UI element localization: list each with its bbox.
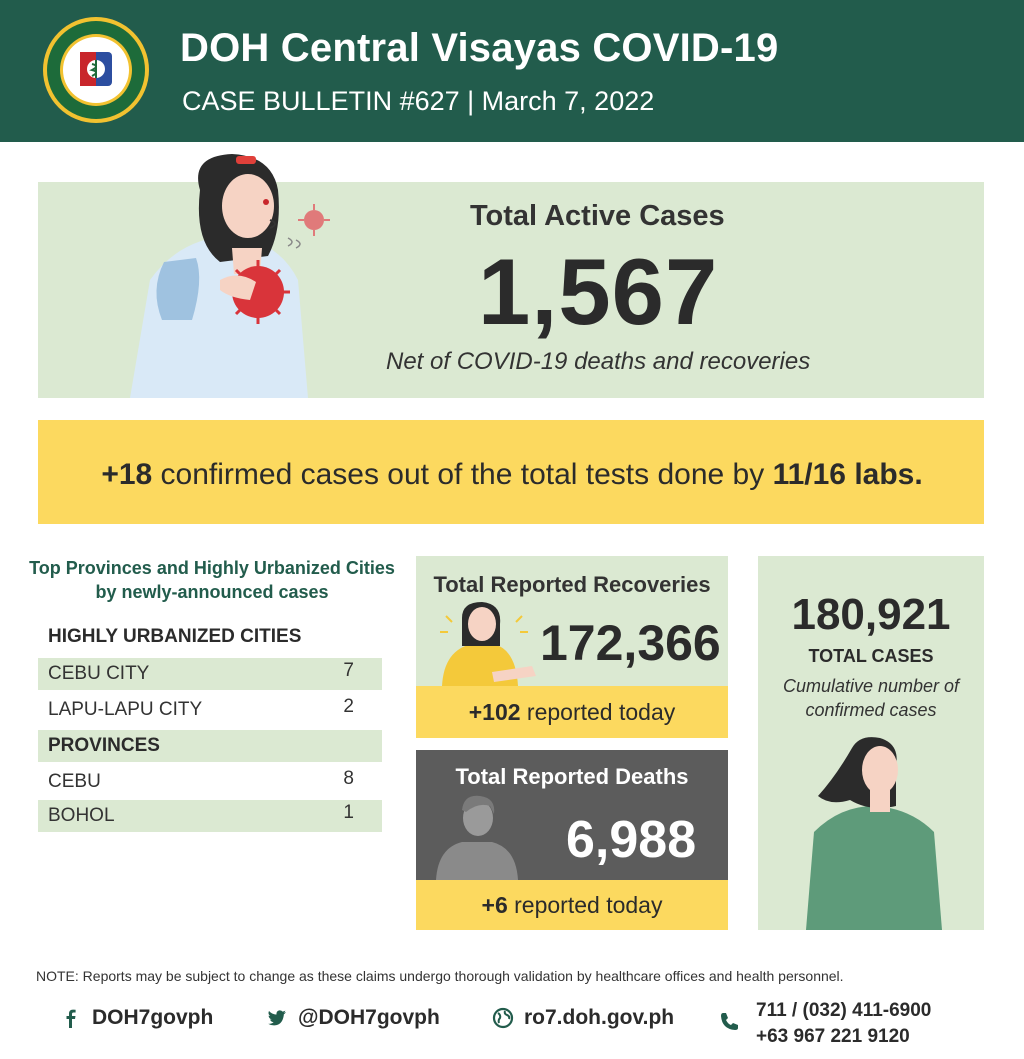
recoveries-label: Total Reported Recoveries <box>433 572 711 597</box>
header-banner <box>0 0 1024 142</box>
globe-icon <box>492 1007 514 1029</box>
location-count: 2 <box>343 696 354 717</box>
location-name: CEBU <box>48 771 101 792</box>
facebook-handle: DOH7govph <box>92 1006 214 1029</box>
labs-summary-text: confirmed cases out of the total tests done by <box>152 458 773 491</box>
deaths-today-text: reported today <box>507 892 663 918</box>
twitter-link[interactable] <box>266 1006 440 1030</box>
website-link[interactable] <box>492 1006 674 1030</box>
facebook-link[interactable] <box>60 1006 213 1030</box>
doh-seal-logo <box>42 16 150 124</box>
location-count: 8 <box>343 768 354 789</box>
bulletin-subtitle: CASE BULLETIN #627 | March 7, 2022 <box>182 86 655 116</box>
location-name: LAPU-LAPU CITY <box>48 699 203 720</box>
total-cases-label: TOTAL CASES <box>808 646 934 666</box>
phone-number-1: 711 / (032) 411-6900 <box>756 1000 932 1021</box>
labs-summary <box>0 458 1024 492</box>
list-item <box>38 658 382 690</box>
standing-woman-illustration <box>800 736 950 930</box>
location-count: 1 <box>343 802 354 823</box>
recovered-woman-illustration <box>432 602 544 686</box>
list-item <box>38 694 382 726</box>
top-locations-title-line2: by newly-announced cases <box>95 582 329 602</box>
deaths-value: 6,988 <box>566 811 697 869</box>
twitter-handle: @DOH7govph <box>298 1006 440 1029</box>
provinces-header: PROVINCES <box>48 735 160 756</box>
deaths-today-count: +6 <box>481 892 508 918</box>
location-name: CEBU CITY <box>48 663 150 684</box>
top-locations-title-line1: Top Provinces and Highly Urbanized Cities <box>29 558 395 578</box>
recoveries-today-text: reported today <box>520 699 676 725</box>
list-item <box>38 766 382 798</box>
facebook-icon <box>60 1007 82 1029</box>
total-cases-value: 180,921 <box>791 590 951 639</box>
coughing-woman-illustration <box>120 150 350 398</box>
twitter-icon <box>266 1007 288 1029</box>
total-cases-note: Cumulative number of confirmed cases <box>782 676 960 720</box>
recoveries-value: 172,366 <box>540 615 721 671</box>
deaths-label: Total Reported Deaths <box>455 764 689 789</box>
phone-number-2: +63 967 221 9120 <box>756 1026 910 1047</box>
top-locations-title <box>28 556 396 604</box>
phone-icon <box>718 1010 740 1032</box>
phone-numbers[interactable] <box>756 998 931 1050</box>
page-title: DOH Central Visayas COVID-19 <box>180 26 779 70</box>
disclaimer-note: NOTE: Reports may be subject to change as these claims undergo thorough validation by healthcare offices and health personnel. <box>36 968 844 984</box>
location-count: 7 <box>343 660 354 681</box>
active-cases-label: Total Active Cases <box>470 200 725 232</box>
huc-header: HIGHLY URBANIZED CITIES <box>48 626 302 647</box>
deaths-today <box>416 880 728 930</box>
provinces-band <box>38 730 382 762</box>
location-name: BOHOL <box>48 805 115 826</box>
active-cases-value: 1,567 <box>478 239 719 344</box>
website-url: ro7.doh.gov.ph <box>524 1006 675 1029</box>
person-silhouette-illustration <box>432 790 522 880</box>
new-cases-count: +18 <box>101 458 153 491</box>
labs-count: 11/16 labs. <box>772 458 923 491</box>
recoveries-today-count: +102 <box>468 699 521 725</box>
list-item <box>38 800 382 832</box>
active-cases-note: Net of COVID-19 deaths and recoveries <box>386 348 811 375</box>
recoveries-today <box>416 686 728 738</box>
